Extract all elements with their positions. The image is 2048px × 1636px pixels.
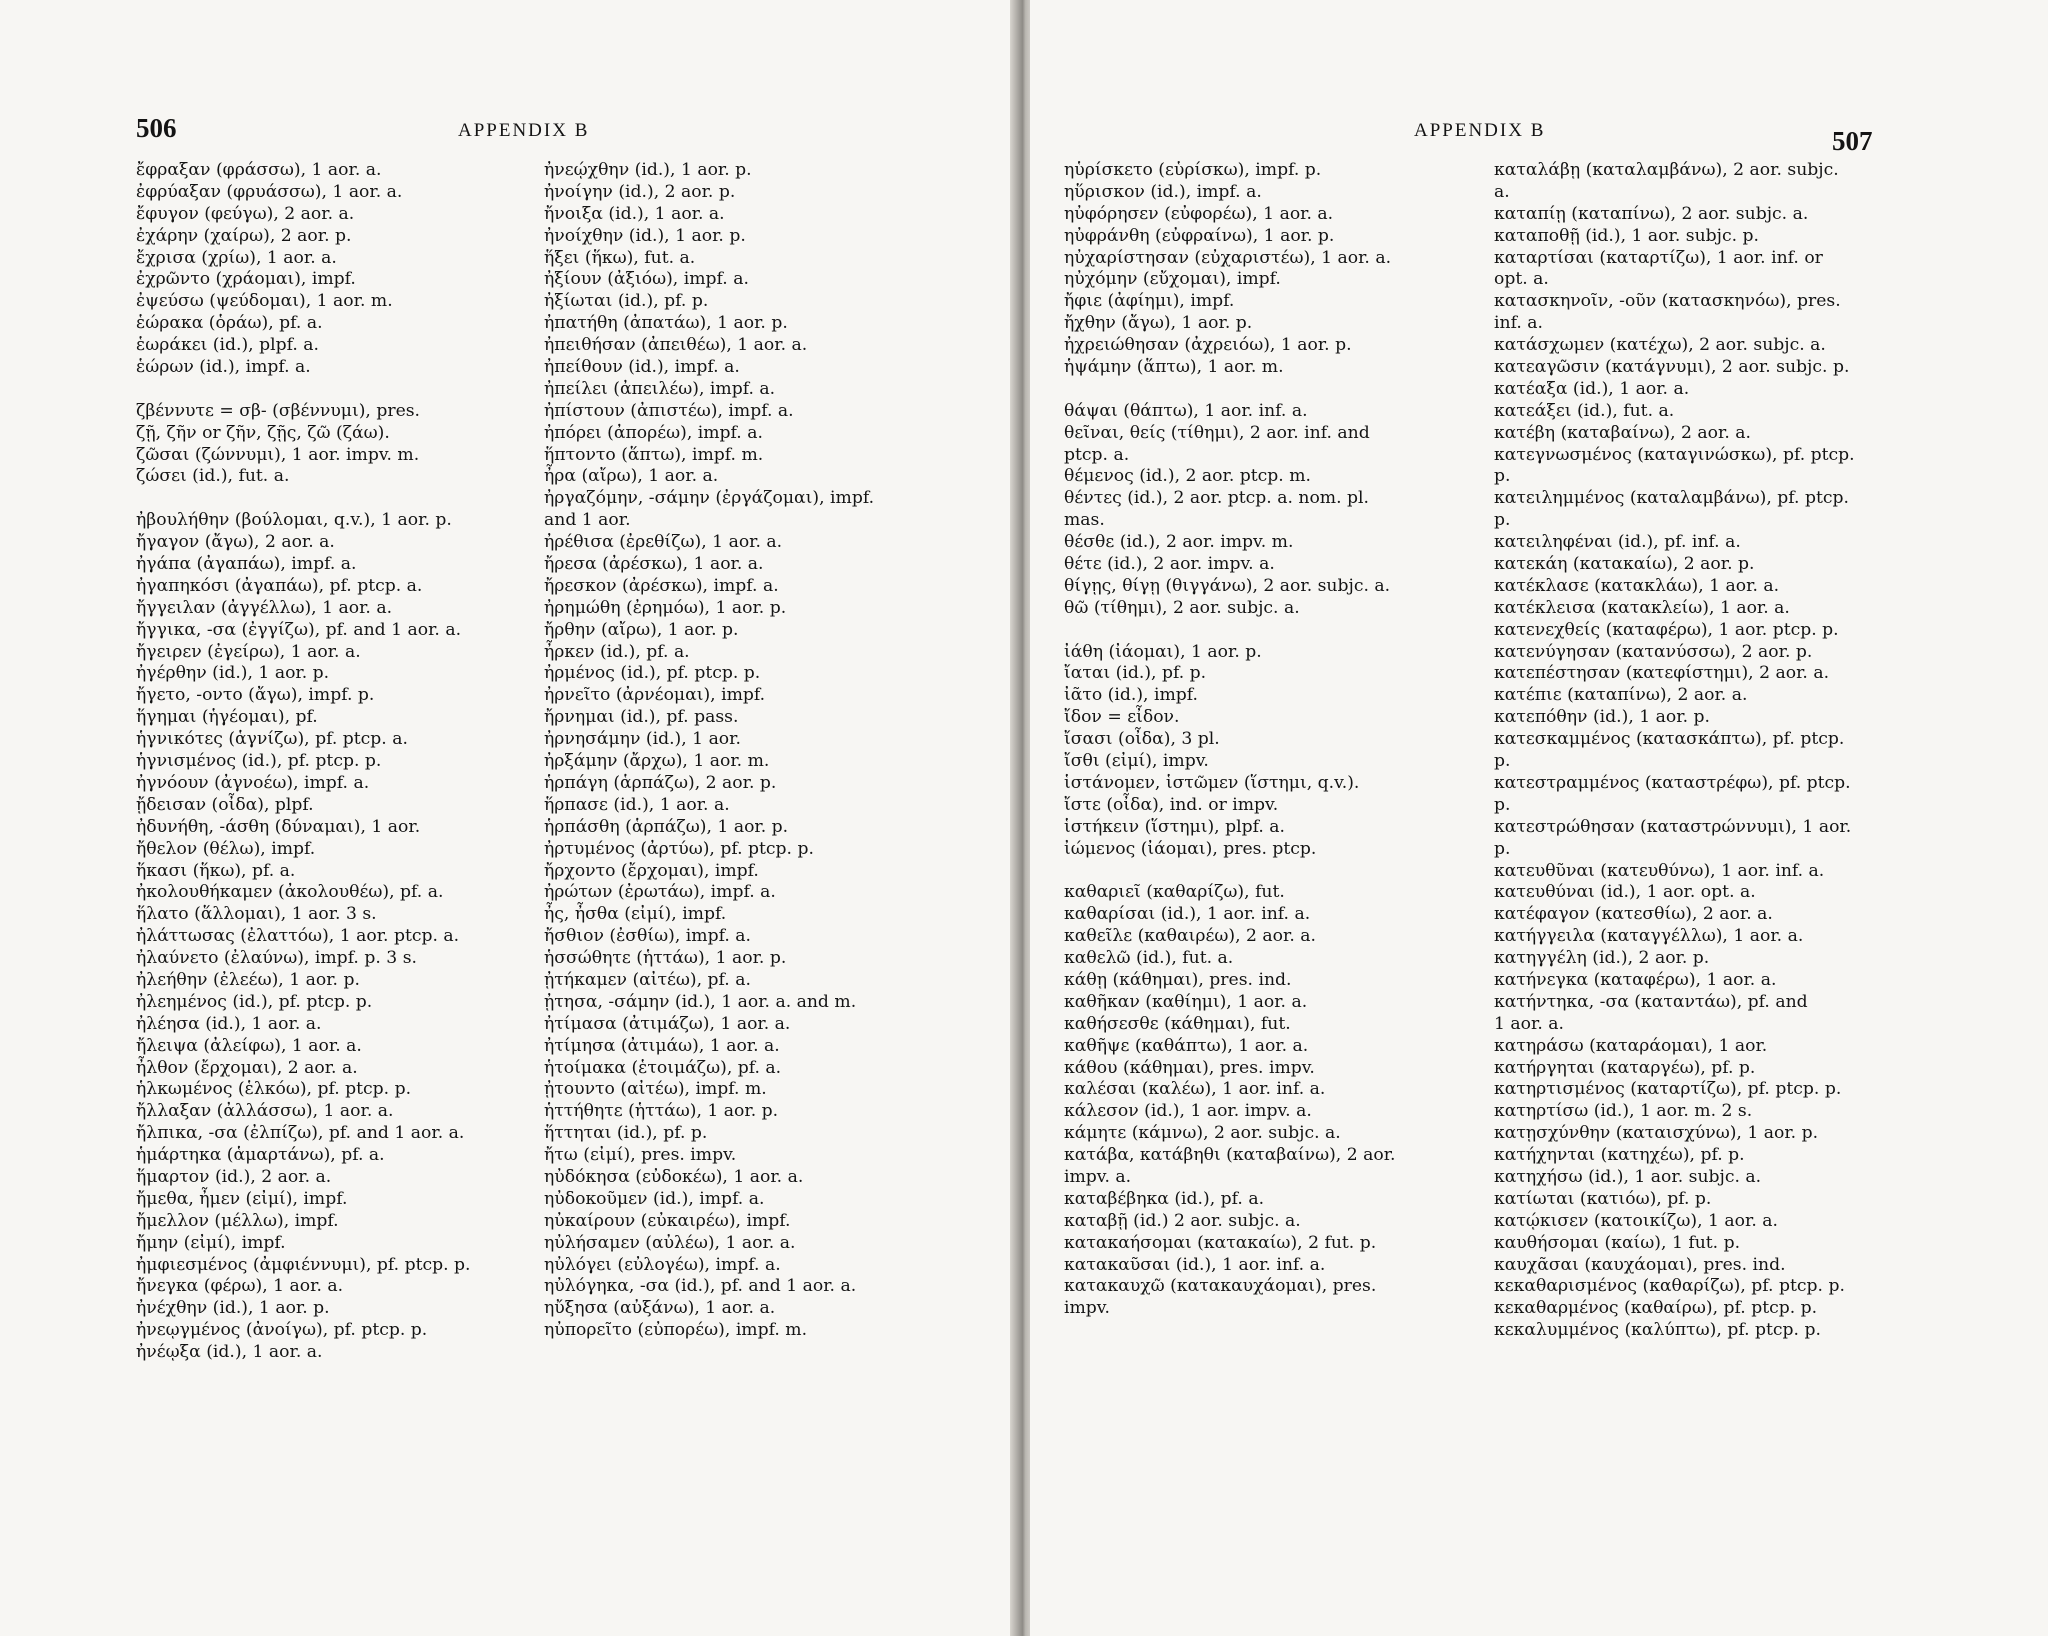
glossary-entry: ἤμεθα, ἦμεν (εἰμί), impf. — [136, 1188, 348, 1209]
glossary-entry: κατευθῦναι (κατευθύνω), 1 aor. inf. a. — [1494, 860, 1825, 881]
glossary-entry: ἥκασι (ἥκω), pf. a. — [136, 860, 296, 881]
glossary-entry: ἡμάρτηκα (ἁμαρτάνω), pf. a. — [136, 1145, 385, 1166]
glossary-entry: ἠλαύνετο (ἐλαύνω), impf. p. 3 s. — [136, 948, 417, 969]
glossary-entry: ἤμην (εἰμί), impf. — [136, 1232, 286, 1253]
glossary-entry: ηὑρίσκετο (εὑρίσκω), impf. p. — [1064, 160, 1322, 180]
glossary-entry: ἑώρων (id.), impf. a. — [136, 357, 311, 378]
glossary-entry: ἠβουλήθην (βούλομαι, q.v.), 1 aor. p. — [136, 510, 452, 531]
glossary-entry: ἠπίστουν (ἀπιστέω), impf. a. — [544, 400, 794, 421]
glossary-entry: ᾐτησα, -σάμην (id.), 1 aor. a. and m. — [544, 991, 857, 1012]
glossary-entry: ἤσθιον (ἐσθίω), impf. a. — [544, 926, 751, 947]
glossary-entry: ηὐλήσαμεν (αὐλέω), 1 aor. a. — [544, 1232, 796, 1253]
glossary-entry: ζώσει (id.), fut. a. — [136, 466, 290, 487]
glossary-entry: ἤγειρεν (ἐγείρω), 1 aor. a. — [136, 641, 361, 662]
glossary-entry: θῶ (τίθημι), 2 aor. subjc. a. — [1064, 597, 1300, 618]
left-column-1 — [136, 160, 471, 1364]
glossary-entry: ηὐχόμην (εὔχομαι), impf. — [1064, 269, 1281, 290]
glossary-entry: θέντες (id.), 2 aor. ptcp. a. nom. pl. — [1064, 488, 1369, 509]
glossary-entry: ηὐκαίρουν (εὐκαιρέω), impf. — [544, 1210, 791, 1231]
glossary-entry: ἤφιε (ἀφίημι), impf. — [1064, 291, 1235, 312]
glossary-entry: ἠγάπα (ἀγαπάω), impf. a. — [136, 554, 357, 575]
glossary-entry: ἠνοίχθην (id.), 1 aor. p. — [544, 225, 746, 246]
glossary-entry: ἡττήθητε (ἡττάω), 1 aor. p. — [544, 1101, 779, 1122]
glossary-entry: κατηρτίσω (id.), 1 aor. m. 2 s. — [1494, 1101, 1753, 1122]
right-page — [1030, 0, 2048, 1636]
glossary-entry: ἠγέρθην (id.), 1 aor. p. — [136, 663, 330, 684]
section-gap — [136, 379, 471, 401]
glossary-entry: ἠνεῳγμένος (ἀνοίγω), pf. ptcp. p. — [136, 1320, 428, 1341]
glossary-entry: ἴδον = εἶδον. — [1064, 707, 1180, 728]
glossary-entry: 1 aor. a. — [1494, 1013, 1564, 1034]
glossary-entry: ἑωράκει (id.), plpf. a. — [136, 335, 319, 356]
glossary-entry: ἠρνησάμην (id.), 1 aor. — [544, 729, 741, 750]
glossary-entry: ἠνεῴχθην (id.), 1 aor. p. — [544, 160, 752, 180]
glossary-entry: ἡγνικότες (ἁγνίζω), pf. ptcp. a. — [136, 729, 408, 750]
glossary-entry: ἰᾶτο (id.), impf. — [1064, 685, 1198, 706]
glossary-entry: impv. — [1064, 1298, 1110, 1319]
glossary-entry: and 1 aor. — [544, 510, 631, 531]
glossary-entry: κατήντηκα, -σα (καταντάω), pf. and — [1494, 991, 1808, 1012]
glossary-entry: p. — [1494, 751, 1511, 772]
glossary-entry: ἤλειψα (ἀλείφω), 1 aor. a. — [136, 1035, 362, 1056]
glossary-entry: ἠλέησα (id.), 1 aor. a. — [136, 1013, 322, 1034]
glossary-entry: κεκαλυμμένος (καλύπτω), pf. ptcp. p. — [1494, 1320, 1821, 1341]
glossary-entry: ἠξίουν (ἀξιόω), impf. a. — [544, 269, 749, 290]
glossary-entry: a. — [1494, 181, 1510, 202]
glossary-entry: ἠνέχθην (id.), 1 aor. p. — [136, 1298, 330, 1319]
glossary-entry: ηὔξησα (αὐξάνω), 1 aor. a. — [544, 1298, 776, 1319]
glossary-entry: ἤθελον (θέλω), impf. — [136, 838, 316, 859]
glossary-entry: ἠρτυμένος (ἀρτύω), pf. ptcp. p. — [544, 838, 814, 859]
glossary-entry: ἠρμένος (id.), pf. ptcp. p. — [544, 663, 761, 684]
glossary-entry: ἡψάμην (ἅπτω), 1 aor. m. — [1064, 357, 1284, 378]
glossary-entry: ἠπειθήσαν (ἀπειθέω), 1 aor. a. — [544, 335, 808, 356]
glossary-entry: ἤνεγκα (φέρω), 1 aor. a. — [136, 1276, 344, 1297]
glossary-entry: κατάσχωμεν (κατέχω), 2 aor. subjc. a. — [1494, 335, 1826, 356]
left-page — [0, 0, 1018, 1636]
glossary-entry: ἤλλαξαν (ἀλλάσσω), 1 aor. a. — [136, 1101, 394, 1122]
glossary-entry: ἠλεήθην (ἐλεέω), 1 aor. p. — [136, 969, 360, 990]
glossary-entry: ἐψεύσω (ψεύδομαι), 1 aor. m. — [136, 291, 393, 312]
glossary-entry: ἥγημαι (ἡγέομαι), pf. — [136, 707, 318, 728]
glossary-entry: καθαριεῖ (καθαρίζω), fut. — [1064, 882, 1285, 903]
glossary-entry: ἠπατήθη (ἀπατάω), 1 aor. p. — [544, 313, 788, 334]
glossary-entry: ἤγαγον (ἄγω), 2 aor. a. — [136, 532, 335, 553]
glossary-entry: ἡρπάσθη (ἁρπάζω), 1 aor. p. — [544, 816, 789, 837]
glossary-entry: κατέπιε (καταπίνω), 2 aor. a. — [1494, 685, 1748, 706]
glossary-entry: p. — [1494, 838, 1511, 859]
glossary-entry: mas. — [1064, 510, 1105, 531]
glossary-entry: κατήργηται (καταργέω), pf. p. — [1494, 1057, 1756, 1078]
glossary-entry: ἤρθην (αἴρω), 1 aor. p. — [544, 619, 739, 640]
glossary-entry: κατειληφέναι (id.), pf. inf. a. — [1494, 532, 1741, 553]
glossary-entry: ἥξει (ἥκω), fut. a. — [544, 247, 696, 268]
glossary-entry: θίγῃς, θίγῃ (θιγγάνω), 2 aor. subjc. a. — [1064, 575, 1391, 596]
glossary-entry: ἥρπασε (id.), 1 aor. a. — [544, 794, 730, 815]
glossary-entry: ἠξίωται (id.), pf. p. — [544, 291, 709, 312]
glossary-entry: ηὐλόγει (εὐλογέω), impf. a. — [544, 1254, 781, 1275]
glossary-entry: κατῴκισεν (κατοικίζω), 1 aor. a. — [1494, 1210, 1778, 1231]
glossary-entry: καλέσαι (καλέω), 1 aor. inf. a. — [1064, 1079, 1326, 1100]
left-column-2 — [544, 160, 874, 1342]
glossary-entry: κατεάξει (id.), fut. a. — [1494, 400, 1675, 421]
glossary-entry: ἥττηται (id.), pf. p. — [544, 1123, 708, 1144]
running-head-right: APPENDIX B — [1414, 120, 1546, 141]
glossary-entry: ἤνοιξα (id.), 1 aor. a. — [544, 203, 725, 224]
glossary-entry: ἠπείλει (ἀπειλέω), impf. a. — [544, 378, 776, 399]
page-number-left: 506 — [136, 113, 177, 143]
glossary-entry: κατεστρώθησαν (καταστρώννυμι), 1 aor. — [1494, 816, 1852, 837]
glossary-entry: ἤγγικα, -σα (ἐγγίζω), pf. and 1 aor. a. — [136, 619, 462, 640]
glossary-entry: ἔφραξαν (φράσσω), 1 aor. a. — [136, 160, 382, 180]
glossary-entry: inf. a. — [1494, 313, 1543, 334]
glossary-entry: ἱστήκειν (ἵστημι), plpf. a. — [1064, 816, 1285, 837]
glossary-entry: ἥμαρτον (id.), 2 aor. a. — [136, 1166, 332, 1187]
glossary-entry: ηὐλόγηκα, -σα (id.), pf. and 1 aor. a. — [544, 1276, 857, 1297]
glossary-entry: ἤμελλον (μέλλω), impf. — [136, 1210, 339, 1231]
glossary-entry: ἴσασι (οἶδα), 3 pl. — [1064, 729, 1220, 750]
glossary-entry: ᾔδεισαν (οἶδα), plpf. — [136, 794, 314, 815]
glossary-entry: κάθου (κάθημαι), pres. impv. — [1064, 1057, 1315, 1078]
glossary-entry: ἡρπάγη (ἁρπάζω), 2 aor. p. — [544, 772, 777, 793]
glossary-entry: ηὐφράνθη (εὐφραίνω), 1 aor. p. — [1064, 225, 1335, 246]
glossary-entry: ἦλθον (ἔρχομαι), 2 aor. a. — [136, 1057, 358, 1078]
glossary-entry: ἤλπικα, -σα (ἐλπίζω), pf. and 1 aor. a. — [136, 1123, 465, 1144]
glossary-entry: θέμενος (id.), 2 aor. ptcp. m. — [1064, 466, 1311, 487]
glossary-entry: ἦς, ἦσθα (εἰμί), impf. — [544, 904, 727, 925]
glossary-entry: p. — [1494, 466, 1511, 487]
glossary-entry: ἦρκεν (id.), pf. a. — [544, 641, 690, 662]
glossary-entry: κατίωται (κατιόω), pf. p. — [1494, 1188, 1712, 1209]
glossary-entry: κατήχηνται (κατηχέω), pf. p. — [1494, 1145, 1745, 1166]
glossary-entry: ἐφρύαξαν (φρυάσσω), 1 aor. a. — [136, 181, 403, 202]
glossary-entry: opt. a. — [1494, 269, 1549, 290]
glossary-entry: κατεγνωσμένος (καταγινώσκω), pf. ptcp. — [1494, 444, 1855, 465]
glossary-entry: κατηράσω (καταράομαι), 1 aor. — [1494, 1035, 1768, 1056]
glossary-entry: ἠρνεῖτο (ἀρνέομαι), impf. — [544, 685, 766, 706]
glossary-entry: ἤχθην (ἄγω), 1 aor. p. — [1064, 313, 1253, 334]
glossary-entry: κατέκλεισα (κατακλείω), 1 aor. a. — [1494, 597, 1790, 618]
glossary-entry: ἠτίμασα (ἀτιμάζω), 1 aor. a. — [544, 1013, 791, 1034]
glossary-entry: ἱστάνομεν, ἱστῶμεν (ἵστημι, q.v.). — [1064, 772, 1360, 793]
glossary-entry: κεκαθαρμένος (καθαίρω), pf. ptcp. p. — [1494, 1298, 1818, 1319]
glossary-entry: θέσθε (id.), 2 aor. impv. m. — [1064, 532, 1294, 553]
glossary-entry: κατήνεγκα (καταφέρω), 1 aor. a. — [1494, 969, 1777, 990]
glossary-entry: ἠλεημένος (id.), pf. ptcp. p. — [136, 991, 373, 1012]
glossary-entry: impv. a. — [1064, 1166, 1132, 1187]
glossary-entry: ἐχάρην (χαίρω), 2 aor. p. — [136, 225, 352, 246]
glossary-entry: καθῆψε (καθάπτω), 1 aor. a. — [1064, 1035, 1309, 1056]
glossary-entry: κατηχήσω (id.), 1 aor. subjc. a. — [1494, 1166, 1762, 1187]
glossary-entry: ἥπτοντο (ἅπτω), impf. m. — [544, 444, 764, 465]
glossary-entry: κατάβα, κατάβηθι (καταβαίνω), 2 aor. — [1064, 1145, 1396, 1166]
glossary-entry: ἠγνόουν (ἀγνοέω), impf. a. — [136, 772, 370, 793]
glossary-entry: ἠδυνήθη, -άσθη (δύναμαι), 1 aor. — [136, 816, 421, 837]
glossary-entry: κατεσκαμμένος (κατασκάπτω), pf. ptcp. — [1494, 729, 1845, 750]
glossary-entry: ηὕρισκον (id.), impf. a. — [1064, 181, 1262, 202]
glossary-entry: ἐχρῶντο (χράομαι), impf. — [136, 269, 356, 290]
section-gap — [136, 488, 471, 510]
glossary-entry: ἤρεσα (ἀρέσκω), 1 aor. a. — [544, 554, 764, 575]
glossary-entry: κατεκάη (κατακαίω), 2 aor. p. — [1494, 554, 1755, 575]
glossary-entry: καθήσεσθε (κάθημαι), fut. — [1064, 1013, 1291, 1034]
glossary-entry: κατευθύναι (id.), 1 aor. opt. a. — [1494, 882, 1756, 903]
glossary-entry: ἔχρισα (χρίω), 1 aor. a. — [136, 247, 337, 268]
section-gap — [1064, 379, 1396, 401]
glossary-entry: κατασκηνοῖν, -οῦν (κατασκηνόω), pres. — [1494, 291, 1841, 312]
glossary-entry: ἡτοίμακα (ἑτοιμάζω), pf. a. — [544, 1057, 782, 1078]
glossary-entry: κατακαυχῶ (κατακαυχάομαι), pres. — [1064, 1276, 1377, 1297]
glossary-entry: ἠπείθουν (id.), impf. a. — [544, 357, 740, 378]
glossary-entry: κάθῃ (κάθημαι), pres. ind. — [1064, 969, 1292, 990]
glossary-entry: ἠμφιεσμένος (ἀμφιέννυμι), pf. ptcp. p. — [136, 1254, 471, 1275]
glossary-entry: ἠρημώθη (ἐρημόω), 1 aor. p. — [544, 597, 787, 618]
glossary-entry: θέτε (id.), 2 aor. impv. a. — [1064, 554, 1275, 575]
glossary-entry: κατεπόθην (id.), 1 aor. p. — [1494, 707, 1710, 728]
glossary-entry: ᾐτήκαμεν (αἰτέω), pf. a. — [544, 969, 751, 990]
glossary-entry: ἔφυγον (φεύγω), 2 aor. a. — [136, 203, 355, 224]
glossary-entry: καταποθῇ (id.), 1 aor. subjc. p. — [1494, 225, 1760, 246]
glossary-entry: καθεῖλε (καθαιρέω), 2 aor. a. — [1064, 926, 1316, 947]
glossary-entry: ᾐτουντο (αἰτέω), impf. m. — [544, 1079, 767, 1100]
glossary-entry: ἠκολουθήκαμεν (ἀκολουθέω), pf. a. — [136, 882, 444, 903]
glossary-entry: κατειλημμένος (καταλαμβάνω), pf. ptcp. — [1494, 488, 1849, 509]
glossary-entry: κατενεχθείς (καταφέρω), 1 aor. ptcp. p. — [1494, 619, 1839, 640]
glossary-entry: ζβέννυτε = σβ- (σβέννυμι), pres. — [136, 400, 421, 421]
right-column-2 — [1494, 160, 1855, 1342]
section-gap — [1064, 861, 1396, 883]
glossary-entry: ptcp. a. — [1064, 444, 1130, 465]
glossary-entry: θεῖναι, θείς (τίθημι), 2 aor. inf. and — [1064, 422, 1370, 443]
running-head-left: APPENDIX B — [458, 120, 590, 141]
glossary-entry: καθαρίσαι (id.), 1 aor. inf. a. — [1064, 904, 1311, 925]
glossary-entry: ηὐχαρίστησαν (εὐχαριστέω), 1 aor. a. — [1064, 247, 1392, 268]
glossary-entry: ἑώρακα (ὁράω), pf. a. — [136, 313, 323, 334]
glossary-entry: ἤγγειλαν (ἀγγέλλω), 1 aor. a. — [136, 597, 393, 618]
glossary-entry: κατέβη (καταβαίνω), 2 aor. a. — [1494, 422, 1751, 443]
glossary-entry: ηὐπορεῖτο (εὐπορέω), impf. m. — [544, 1320, 808, 1341]
glossary-entry: κατέφαγον (κατεσθίω), 2 aor. a. — [1494, 904, 1773, 925]
glossary-entry: p. — [1494, 510, 1511, 531]
glossary-entry: ἡλκωμένος (ἑλκόω), pf. ptcp. p. — [136, 1079, 412, 1100]
glossary-entry: p. — [1494, 794, 1511, 815]
glossary-entry: ἴσθι (εἰμί), impv. — [1064, 751, 1209, 772]
glossary-entry: καταπίῃ (καταπίνω), 2 aor. subjc. a. — [1494, 203, 1809, 224]
glossary-entry: ἤρχοντο (ἔρχομαι), impf. — [544, 860, 759, 881]
glossary-entry: ἤτω (εἰμί), pres. impv. — [544, 1145, 737, 1166]
glossary-entry: ἡγνισμένος (id.), pf. ptcp. p. — [136, 751, 382, 772]
glossary-entry: ἴστε (οἶδα), ind. or impv. — [1064, 794, 1279, 815]
glossary-entry: ἠρέθισα (ἐρεθίζω), 1 aor. a. — [544, 532, 783, 553]
glossary-entry: κατεαγῶσιν (κατάγνυμι), 2 aor. subjc. p. — [1494, 357, 1850, 378]
glossary-entry: κατεστραμμένος (καταστρέφω), pf. ptcp. — [1494, 772, 1851, 793]
glossary-entry: ἠπόρει (ἀπορέω), impf. a. — [544, 422, 763, 443]
glossary-entry: ζῶσαι (ζώννυμι), 1 aor. impv. m. — [136, 444, 420, 465]
glossary-entry: καυχᾶσαι (καυχάομαι), pres. ind. — [1494, 1254, 1786, 1275]
glossary-entry: καυθήσομαι (καίω), 1 fut. p. — [1494, 1232, 1741, 1253]
glossary-entry: ἠργαζόμην, -σάμην (ἐργάζομαι), impf. — [544, 488, 875, 509]
glossary-entry: κατήγγειλα (καταγγέλλω), 1 aor. a. — [1494, 926, 1804, 947]
glossary-entry: ηὐδοκοῦμεν (id.), impf. a. — [544, 1188, 765, 1209]
glossary-entry: ἡσσώθητε (ἡττάω), 1 aor. p. — [544, 948, 787, 969]
glossary-entry: κατακαήσομαι (κατακαίω), 2 fut. p. — [1064, 1232, 1377, 1253]
glossary-entry: ἠτίμησα (ἀτιμάω), 1 aor. a. — [544, 1035, 780, 1056]
section-gap — [1064, 620, 1396, 642]
glossary-entry: ἠνέῳξα (id.), 1 aor. a. — [136, 1342, 323, 1363]
glossary-entry: ἠχρειώθησαν (ἀχρειόω), 1 aor. p. — [1064, 335, 1352, 356]
glossary-entry: ζῇ, ζῆν or ζῆν, ζῇς, ζῶ (ζάω). — [136, 422, 390, 443]
glossary-entry: κατέαξα (id.), 1 aor. a. — [1494, 378, 1690, 399]
glossary-entry: καταβέβηκα (id.), pf. a. — [1064, 1188, 1265, 1209]
glossary-entry: ἠνοίγην (id.), 2 aor. p. — [544, 181, 736, 202]
glossary-entry: κατακαῦσαι (id.), 1 aor. inf. a. — [1064, 1254, 1326, 1275]
glossary-entry: ἠρξάμην (ἄρχω), 1 aor. m. — [544, 751, 770, 772]
glossary-entry: ἴαται (id.), pf. p. — [1064, 663, 1207, 684]
glossary-entry: ἰώμενος (ἰάομαι), pres. ptcp. — [1064, 838, 1317, 859]
glossary-entry: ἤρεσκον (ἀρέσκω), impf. a. — [544, 575, 779, 596]
glossary-entry: ἠλάττωσας (ἐλαττόω), 1 aor. ptcp. a. — [136, 926, 460, 947]
glossary-entry: κεκαθαρισμένος (καθαρίζω), pf. ptcp. p. — [1494, 1276, 1845, 1297]
glossary-entry: κατῃσχύνθην (καταισχύνω), 1 aor. p. — [1494, 1123, 1819, 1144]
glossary-entry: κατηγγέλη (id.), 2 aor. p. — [1494, 948, 1710, 969]
glossary-entry: κατηρτισμένος (καταρτίζω), pf. ptcp. p. — [1494, 1079, 1842, 1100]
glossary-entry: ἤρνημαι (id.), pf. pass. — [544, 707, 739, 728]
glossary-entry: καταλάβῃ (καταλαμβάνω), 2 aor. subjc. — [1494, 160, 1839, 180]
page-number-right: 507 — [1832, 126, 1873, 156]
glossary-entry: θάψαι (θάπτω), 1 aor. inf. a. — [1064, 400, 1308, 421]
glossary-entry: κατέκλασε (κατακλάω), 1 aor. a. — [1494, 575, 1780, 596]
glossary-entry: ηὐδόκησα (εὐδοκέω), 1 aor. a. — [544, 1166, 804, 1187]
glossary-entry: κάλεσον (id.), 1 aor. impv. a. — [1064, 1101, 1312, 1122]
glossary-entry: καθῆκαν (καθίημι), 1 aor. a. — [1064, 991, 1308, 1012]
glossary-entry: ἠρώτων (ἐρωτάω), impf. a. — [544, 882, 776, 903]
glossary-entry: καταβῇ (id.) 2 aor. subjc. a. — [1064, 1210, 1301, 1231]
glossary-entry: κάμητε (κάμνω), 2 aor. subjc. a. — [1064, 1123, 1341, 1144]
right-column-1 — [1064, 160, 1396, 1320]
glossary-entry: κατενύγησαν (κατανύσσω), 2 aor. p. — [1494, 641, 1813, 662]
glossary-entry: ἤγετο, -οντο (ἄγω), impf. p. — [136, 685, 375, 706]
glossary-entry: ἦρα (αἴρω), 1 aor. a. — [544, 466, 719, 487]
glossary-entry: ἠγαπηκόσι (ἀγαπάω), pf. ptcp. a. — [136, 575, 423, 596]
glossary-entry: ηὐφόρησεν (εὐφορέω), 1 aor. a. — [1064, 203, 1334, 224]
glossary-entry: ἥλατο (ἅλλομαι), 1 aor. 3 s. — [136, 904, 377, 925]
glossary-entry: καθελῶ (id.), fut. a. — [1064, 948, 1234, 969]
glossary-entry: ἰάθη (ἰάομαι), 1 aor. p. — [1064, 641, 1262, 662]
glossary-entry: κατεπέστησαν (κατεφίστημι), 2 aor. a. — [1494, 663, 1830, 684]
glossary-entry: καταρτίσαι (καταρτίζω), 1 aor. inf. or — [1494, 247, 1823, 268]
